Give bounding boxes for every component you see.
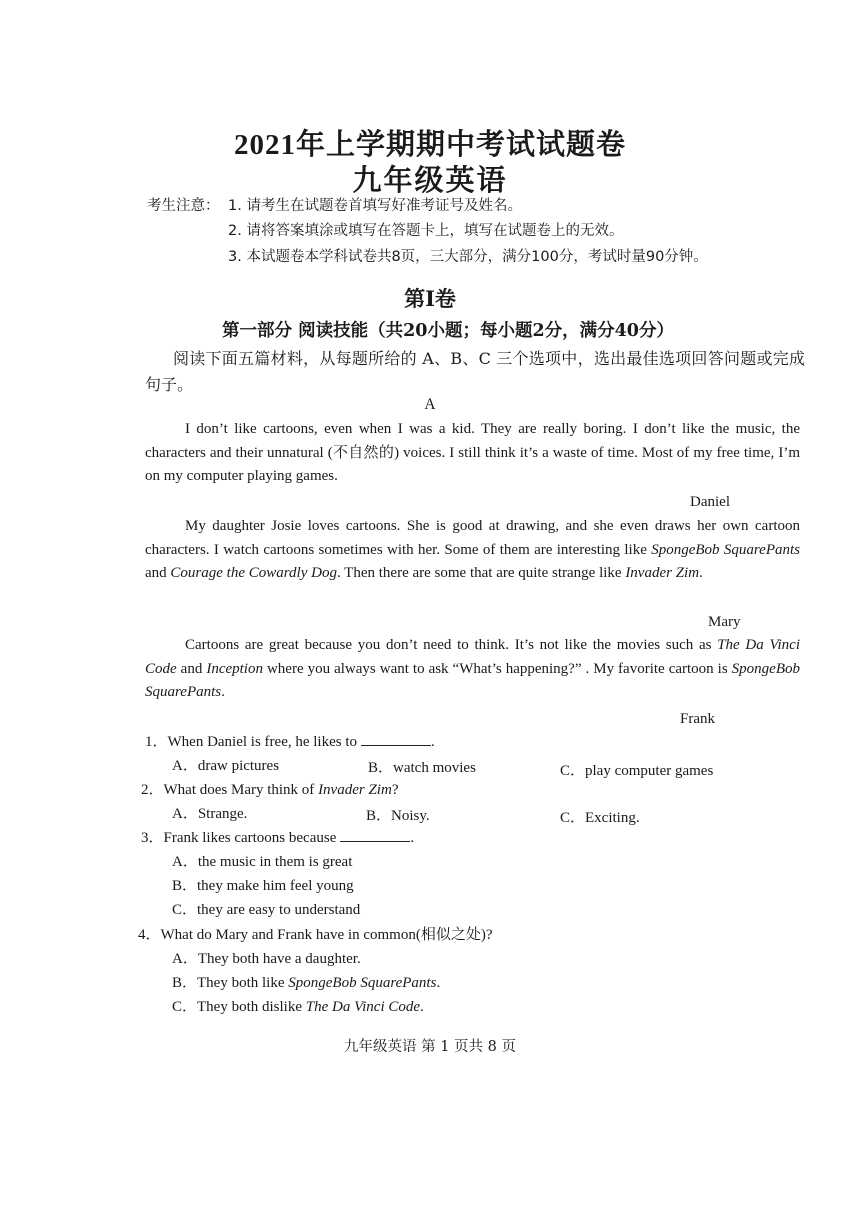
question-2-option-b: B．Noisy. xyxy=(366,808,430,824)
notice-label: 考生注意： xyxy=(147,198,220,214)
passage-paragraph-3: Cartoons are great because you don’t need to think. It’s not like the movies such as The Da Vinci Code and Inception where you always want to ask “What’s happening?” . My favorite cartoon is SpongeBob SquarePants. xyxy=(145,637,800,700)
question-3-option-a: A．the music in them is great xyxy=(172,854,353,870)
question-4-stem: 4．What do Mary and Frank have in common(相似之处)? xyxy=(138,927,493,943)
question-1-option-c: C．play computer games xyxy=(560,763,714,779)
question-3-option-c: C．they are easy to understand xyxy=(172,902,361,918)
notice-item-3: 3. 本试题卷本学科试卷共8页，三大部分，满分100分，考试时量90分钟。 xyxy=(228,249,708,265)
question-1-option-b: B．watch movies xyxy=(368,760,476,776)
question-2-stem: 2．What does Mary think of Invader Zim? xyxy=(141,782,399,798)
passage-author-2: Mary xyxy=(708,614,741,630)
passage-paragraph-1: I don’t like cartoons, even when I was a kid. They are really boring. I don’t like the music, the characters and their unnatural (不自然的) voices. I still think it’s a waste of time. Most of my free time, I’m on my computer playing games. xyxy=(145,421,800,484)
passage-author-3: Frank xyxy=(680,711,715,727)
passage-author-1: Daniel xyxy=(690,494,730,510)
notice-item-2: 2. 请将答案填涂或填写在答题卡上，填写在试题卷上的无效。 xyxy=(228,223,624,239)
question-2-option-a: A．Strange. xyxy=(172,806,248,822)
movie-title: The Da Vinci Code xyxy=(145,637,800,677)
answer-blank xyxy=(361,733,431,746)
exam-title: 2021年上学期期中考试试题卷 xyxy=(233,129,626,161)
cartoon-title: Courage the Cowardly Dog xyxy=(170,565,337,581)
page-footer: 九年级英语 第 1 页共 8 页 xyxy=(344,1039,516,1055)
notice-item-1: 1. 请考生在试题卷首填写好准考证号及姓名。 xyxy=(228,198,522,214)
part-heading: 第一部分 阅读技能（共20小题；每小题2分，满分40分） xyxy=(222,321,674,341)
cartoon-title: Invader Zim xyxy=(625,565,700,581)
volume-heading: 第Ⅰ卷 xyxy=(404,286,456,311)
answer-blank xyxy=(340,829,410,842)
cartoon-title: SpongeBob SquarePants xyxy=(651,541,800,558)
question-4-option-c: C．They both dislike The Da Vinci Code. xyxy=(172,999,424,1015)
question-3-option-b: B．they make him feel young xyxy=(172,878,354,894)
section-instructions: 阅读下面五篇材料，从每题所给的 A、B、C 三个选项中，选出最佳选项回答问题或完成句子。 xyxy=(145,349,805,394)
question-1-option-a: A．draw pictures xyxy=(172,758,280,774)
cartoon-title: SpongeBob SquarePants xyxy=(145,660,800,700)
question-1-stem: 1．When Daniel is free, he likes to . xyxy=(145,734,435,750)
question-4-option-a: A．They both have a daughter. xyxy=(172,951,361,967)
passage-paragraph-2: My daughter Josie loves cartoons. She is good at drawing, and she even draws her own cartoon characters. I watch cartoons sometimes with her. Some of them are interesting like SpongeBob SquarePants and Courage the Cowardly Dog. Then there are some that are quite strange like Invader Zim. xyxy=(145,518,800,581)
exam-subject-title: 九年级英语 xyxy=(352,165,508,197)
question-2-option-c: C．Exciting. xyxy=(560,810,640,826)
question-4-option-b: B．They both like SpongeBob SquarePants. xyxy=(172,975,441,991)
question-3-stem: 3．Frank likes cartoons because . xyxy=(141,830,415,846)
movie-title: Inception xyxy=(206,660,263,677)
passage-letter: A xyxy=(424,396,436,413)
